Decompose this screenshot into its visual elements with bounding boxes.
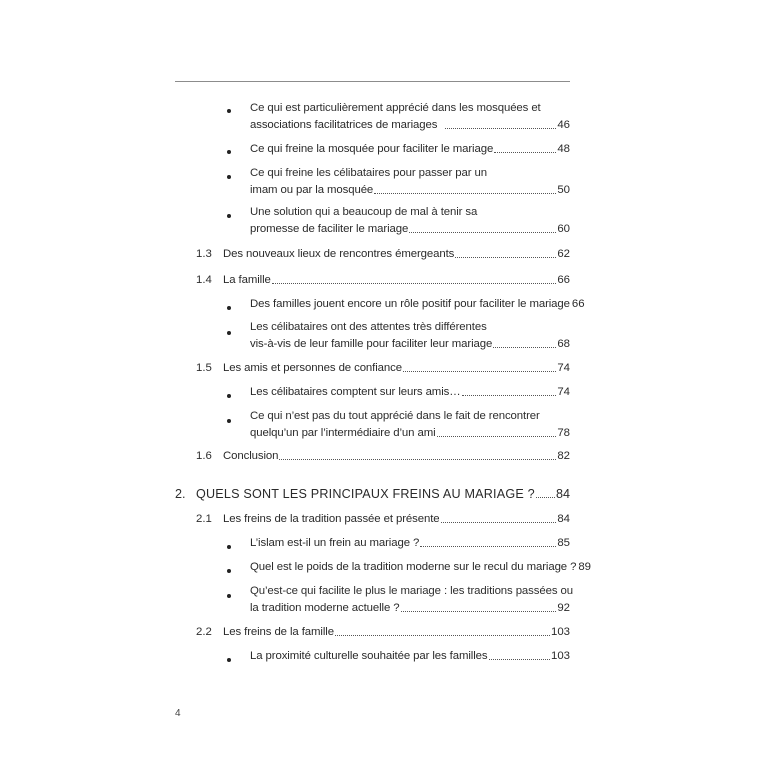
toc-page-number: 68 <box>557 338 570 350</box>
toc-entry-text: Les freins de la famille <box>223 626 334 638</box>
leader-dots <box>437 436 557 437</box>
toc-entry-text: L’islam est-il un frein au mariage ? <box>250 537 420 549</box>
toc-page-number: 48 <box>557 143 570 155</box>
toc-entry-text: Les freins de la tradition passée et présente <box>223 513 440 525</box>
leader-dots <box>403 371 556 372</box>
toc-entry-text: Les amis et personnes de confiance <box>223 362 402 374</box>
toc-page-number: 84 <box>557 513 570 525</box>
toc-entry <box>223 449 570 463</box>
leader-dots <box>493 347 556 348</box>
toc-entry-text: Quel est le poids de la tradition moderne sur le recul du mariage ? <box>250 561 577 573</box>
toc-entry <box>223 512 570 526</box>
chapter-number: 2. <box>175 487 186 501</box>
toc-page-number: 66 <box>557 274 570 286</box>
leader-dots <box>455 257 556 258</box>
bullet-icon <box>227 658 231 662</box>
bullet-icon <box>227 394 231 398</box>
toc-entry <box>250 297 585 311</box>
toc-entry <box>250 385 570 399</box>
leader-dots <box>279 459 556 460</box>
toc-entry-text: Ce qui n’est pas du tout apprécié dans le fait de rencontrer <box>250 410 540 422</box>
toc-entry <box>223 247 570 261</box>
leader-dots <box>536 497 555 498</box>
section-number: 1.5 <box>196 362 212 374</box>
toc-entry <box>250 601 570 615</box>
section-number: 1.6 <box>196 450 212 462</box>
page-number: 4 <box>175 708 181 719</box>
leader-dots <box>409 232 556 233</box>
toc-entry-text: associations facilitatrices de mariages <box>250 119 438 131</box>
toc-entry <box>250 222 570 236</box>
leader-dots <box>420 546 556 547</box>
leader-dots <box>494 152 556 153</box>
toc-page-number: 46 <box>557 119 570 131</box>
bullet-icon <box>227 109 231 113</box>
toc-page-number: 103 <box>550 650 570 662</box>
toc-chapter-title: QUELS SONT LES PRINCIPAUX FREINS AU MARIAGE ? <box>196 487 535 501</box>
toc-page-number: 89 <box>578 561 592 573</box>
toc-page-number: 82 <box>557 450 570 462</box>
leader-dots <box>445 128 556 129</box>
toc-page-number: 60 <box>557 223 570 235</box>
toc-entry-text: vis-à-vis de leur famille pour faciliter leur mariage <box>250 338 493 350</box>
bullet-icon <box>227 331 231 335</box>
toc-entry-text: quelqu’un par l’intermédiaire d’un ami <box>250 427 436 439</box>
section-number: 2.1 <box>196 513 212 525</box>
toc-entry-text: Les célibataires comptent sur leurs amis… <box>250 386 461 398</box>
toc-entry-text: La famille <box>223 274 271 286</box>
toc-entry <box>250 649 570 663</box>
toc-entry <box>250 118 570 132</box>
toc-page-number: 74 <box>557 362 570 374</box>
toc-chapter-entry <box>196 487 570 501</box>
toc-page-number: 66 <box>571 298 585 310</box>
bullet-icon <box>227 545 231 549</box>
toc-entry-text: Qu’est-ce qui facilite le plus le mariage : les traditions passées ou <box>250 585 573 597</box>
bullet-icon <box>227 175 231 179</box>
toc-entry-text: La proximité culturelle souhaitée par les familles <box>250 650 488 662</box>
toc-entry <box>250 337 570 351</box>
section-number: 1.3 <box>196 248 212 260</box>
toc-entry <box>250 560 592 574</box>
toc-entry-text: Ce qui freine la mosquée pour faciliter le mariage <box>250 143 494 155</box>
leader-dots <box>441 522 557 523</box>
toc-entry <box>223 361 570 375</box>
toc-entry-text: la tradition moderne actuelle ? <box>250 602 400 614</box>
bullet-icon <box>227 594 231 598</box>
leader-dots <box>374 193 556 194</box>
toc-entry <box>250 536 570 550</box>
toc-page-number: 84 <box>555 487 570 501</box>
bullet-icon <box>227 569 231 573</box>
bullet-icon <box>227 306 231 310</box>
section-number: 1.4 <box>196 274 212 286</box>
toc-entry-text: Une solution qui a beaucoup de mal à tenir sa <box>250 206 478 218</box>
bullet-icon <box>227 214 231 218</box>
toc-page-number: 50 <box>557 184 570 196</box>
toc-entry-text: Des nouveaux lieux de rencontres émergeants <box>223 248 455 260</box>
toc-entry-text: Les célibataires ont des attentes très différentes <box>250 321 487 333</box>
leader-dots <box>272 283 557 284</box>
bullet-icon <box>227 419 231 423</box>
toc-entry-text: Ce qui freine les célibataires pour passer par un <box>250 167 487 179</box>
toc-entry-text: promesse de faciliter le mariage <box>250 223 409 235</box>
toc-page-number: 85 <box>557 537 570 549</box>
toc-entry-text: Conclusion <box>223 450 279 462</box>
toc-entry-text: imam ou par la mosquée <box>250 184 374 196</box>
toc-entry <box>223 625 570 639</box>
section-number: 2.2 <box>196 626 212 638</box>
toc-page-number: 103 <box>550 626 570 638</box>
toc-page-number: 74 <box>557 386 570 398</box>
toc-entry-text: Ce qui est particulièrement apprécié dans les mosquées et <box>250 102 541 114</box>
leader-dots <box>401 611 557 612</box>
toc-entry-text: Des familles jouent encore un rôle positif pour faciliter le mariage <box>250 298 570 310</box>
toc-page-number: 78 <box>557 427 570 439</box>
leader-dots <box>462 395 557 396</box>
toc-entry <box>223 273 570 287</box>
toc-entry <box>250 142 570 156</box>
toc-entry <box>250 183 570 197</box>
toc-entry <box>250 426 570 440</box>
toc-page-number: 92 <box>557 602 570 614</box>
leader-dots <box>335 635 550 636</box>
bullet-icon <box>227 150 231 154</box>
leader-dots <box>489 659 550 660</box>
toc-page-number: 62 <box>557 248 570 260</box>
